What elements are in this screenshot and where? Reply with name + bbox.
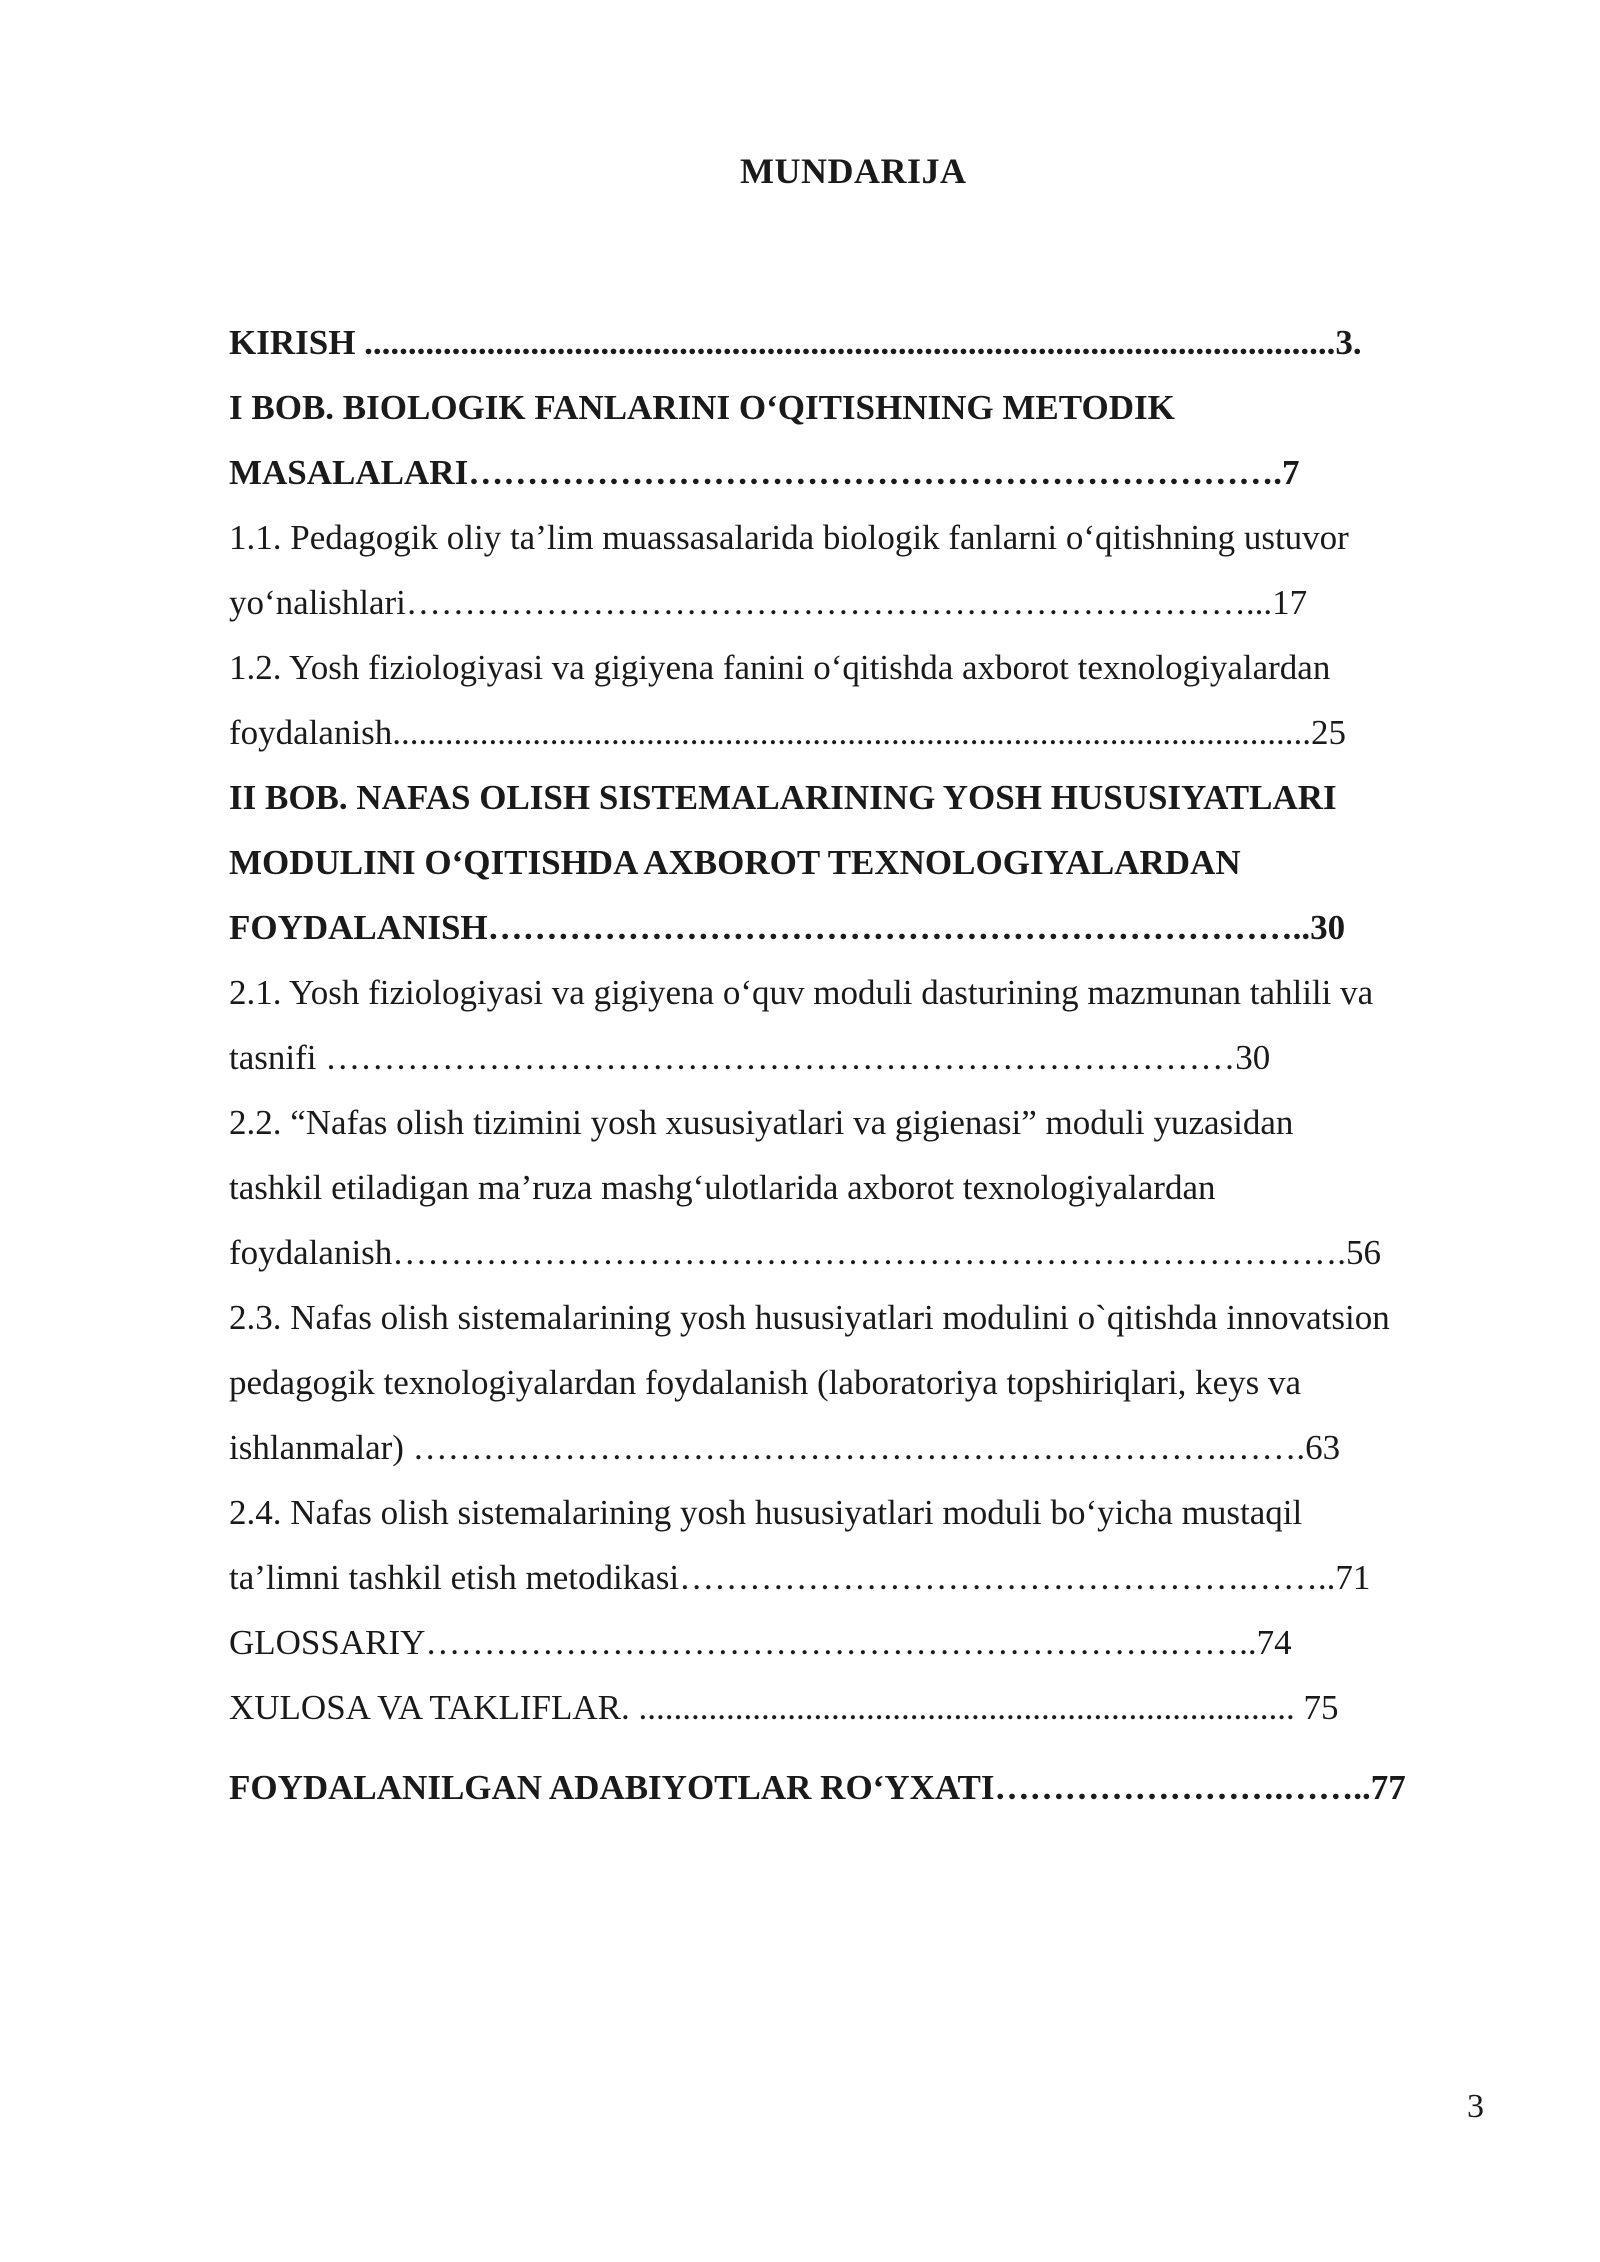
toc-line-section-2-3-cont-2: ishlanmalar) …………………………………………………………….…….63: [229, 1428, 1341, 1467]
toc-line-glossariy: GLOSSARIY……………………………………………………….……..74: [229, 1623, 1292, 1662]
table-of-contents: [229, 310, 1479, 1820]
toc-line-section-2-2-cont-2: foydalanish……………………………………………………………………….56: [229, 1233, 1382, 1272]
toc-line-section-1-1-cont: yo‘nalishlari………………………………………………………………...17: [229, 583, 1308, 622]
toc-line-section-1-2-cont: foydalanish.........................................................................................................25: [229, 713, 1347, 752]
toc-line-section-2-3: 2.3. Nafas olish sistemalarining yosh hususiyatlari modulini o`qitishda innovatsion: [229, 1298, 1390, 1337]
toc-line-chapter-1-title: I BOB. BIOLOGIK FANLARINI O‘QITISHNING METODIK: [229, 388, 1175, 427]
page-number: 3: [1467, 2088, 1484, 2125]
toc-line-section-2-1: 2.1. Yosh fiziologiyasi va gigiyena o‘quv moduli dasturining mazmunan tahlili va: [229, 973, 1374, 1012]
toc-line-section-2-1-cont: tasnifi ……………………………………………………………………30: [229, 1038, 1271, 1077]
toc-line-chapter-2-title-cont-2: FOYDALANISH……………………………………………………………..30: [229, 908, 1346, 947]
toc-line-section-2-4-cont: ta’limni tashkil etish metodikasi………………………………………….……..71: [229, 1558, 1371, 1597]
toc-line-section-2-4: 2.4. Nafas olish sistemalarining yosh hususiyatlari moduli bo‘yicha mustaqil: [229, 1493, 1303, 1532]
toc-line-section-2-2-cont-1: tashkil etiladigan ma’ruza mashg‘ulotlarida axborot texnologiyalardan: [229, 1168, 1216, 1207]
page-title: MUNDARIJA: [740, 151, 967, 191]
toc-line-chapter-1-title-cont: MASALALARI…………………………………………………………….7: [229, 453, 1300, 492]
toc-line-chapter-2-title-cont-1: MODULINI O‘QITISHDA AXBOROT TEXNOLOGIYALARDAN: [229, 843, 1241, 882]
toc-line-chapter-2-title: II BOB. NAFAS OLISH SISTEMALARINING YOSH HUSUSIYATLARI: [229, 778, 1337, 817]
toc-line-section-2-3-cont-1: pedagogik texnologiyalardan foydalanish (laboratoriya topshiriqlari, keys va: [229, 1363, 1302, 1402]
toc-line-section-2-2: 2.2. “Nafas olish tizimini yosh xususiyatlari va gigienasi” moduli yuzasidan: [229, 1103, 1294, 1142]
toc-line-section-1-1: 1.1. Pedagogik oliy ta’lim muassasalarida biologik fanlarni o‘qitishning ustuvor: [229, 518, 1349, 557]
toc-line-section-1-2: 1.2. Yosh fiziologiyasi va gigiyena fanini o‘qitishda axborot texnologiyalardan: [229, 648, 1331, 687]
toc-line-xulosa: XULOSA VA TAKLIFLAR. ........................................................................... 75: [229, 1688, 1339, 1727]
toc-line-adabiyotlar: FOYDALANILGAN ADABIYOTLAR RO‘YXATI…………………….……..77: [229, 1768, 1406, 1807]
toc-line-kirish: KIRISH ...............................................................................................................3.: [229, 323, 1362, 362]
